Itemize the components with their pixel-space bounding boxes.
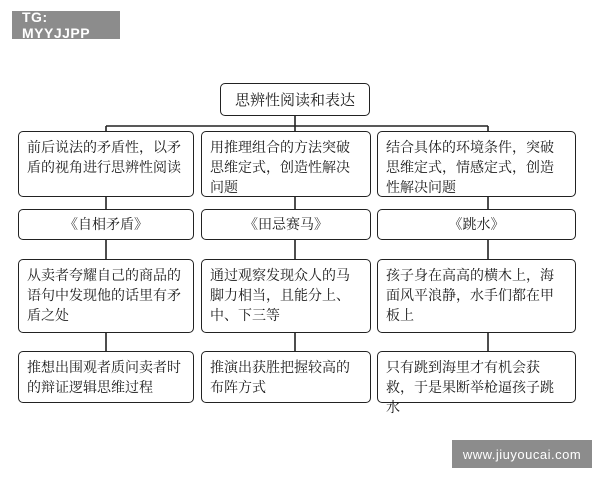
col3-principle-box: 结合具体的环境条件，突破思维定式，情感定式，创造性解决问题: [377, 131, 576, 197]
watermark-bottom: www.jiuyoucai.com: [452, 440, 592, 468]
root-node: 思辨性阅读和表达: [220, 83, 370, 116]
col1-observation-box: 从卖者夸耀自己的商品的语句中发现他的话里有矛盾之处: [18, 259, 194, 333]
col2-title-box: 《田忌赛马》: [201, 209, 371, 240]
col2-observation-box: 通过观察发现众人的马脚力相当，且能分上、中、下三等: [201, 259, 371, 333]
col3-observation-box: 孩子身在高高的横木上，海面风平浪静，水手们都在甲板上: [377, 259, 576, 333]
col1-title-box: 《自相矛盾》: [18, 209, 194, 240]
col3-conclusion-box: 只有跳到海里才有机会获救，于是果断举枪逼孩子跳水: [377, 351, 576, 403]
col1-conclusion-box: 推想出围观者质问卖者时的辩证逻辑思维过程: [18, 351, 194, 403]
col3-title-box: 《跳水》: [377, 209, 576, 240]
col1-principle-box: 前后说法的矛盾性，以矛盾的视角进行思辨性阅读: [18, 131, 194, 197]
col2-principle-box: 用推理组合的方法突破思维定式，创造性解决问题: [201, 131, 371, 197]
watermark-top: TG: MYYJJPP: [12, 11, 120, 39]
col2-conclusion-box: 推演出获胜把握较高的布阵方式: [201, 351, 371, 403]
